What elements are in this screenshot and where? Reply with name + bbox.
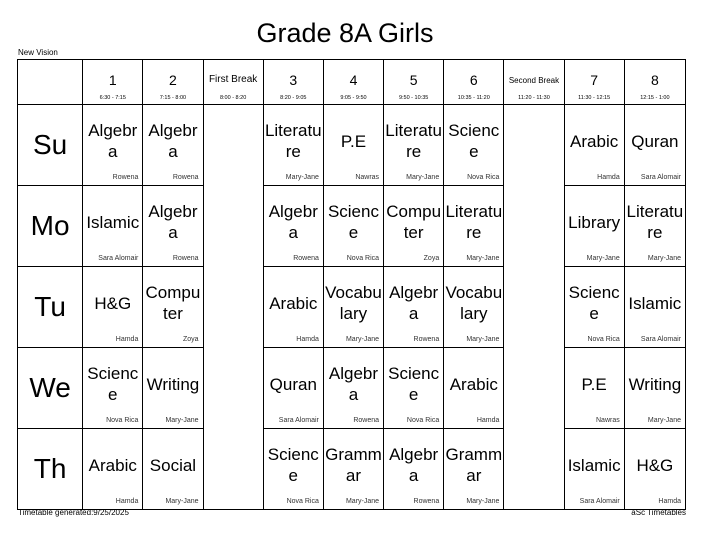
break-cell: [504, 105, 564, 186]
subject-name: Grammar: [325, 445, 382, 485]
day-row: [18, 429, 686, 510]
subject-name: H&G: [94, 293, 132, 313]
day-name: Su: [32, 129, 68, 160]
subject-name: Science: [327, 202, 379, 242]
subject-name: Arabic: [88, 455, 137, 475]
day-row: [18, 186, 686, 267]
lesson-cell: [384, 429, 444, 510]
lesson-cell: [564, 267, 624, 348]
break-header: [504, 60, 564, 105]
corner-cell: [18, 60, 83, 105]
subject-name: Grammar: [445, 445, 503, 485]
page-title: Grade 8A Girls: [256, 18, 434, 48]
teacher-name: Nawras: [355, 174, 380, 181]
subject-name: Literature: [385, 121, 442, 161]
lesson-cell: [83, 267, 143, 348]
teacher-name: Sara Alomair: [579, 498, 620, 505]
teacher-name: Hamda: [115, 336, 139, 343]
teacher-name: Mary-Jane: [165, 498, 199, 505]
period-number: 6: [469, 72, 478, 88]
teacher-name: Hamda: [476, 417, 500, 424]
subject-name: Islamic: [628, 293, 682, 313]
subject-name: Algebra: [148, 121, 198, 161]
period-time: 7:15 - 8:00: [159, 95, 187, 101]
teacher-name: Rowena: [172, 255, 199, 262]
subject-name: Algebra: [268, 202, 318, 242]
subject-name: Islamic: [567, 455, 621, 475]
lesson-cell: [143, 429, 203, 510]
subject-name: Science: [448, 121, 500, 161]
period-number: 1: [108, 72, 117, 88]
period-number: 5: [409, 72, 418, 88]
subject-name: Arabic: [570, 131, 619, 151]
break-cell: [504, 267, 564, 348]
subject-name: Science: [568, 283, 620, 323]
subject-name: Algebra: [389, 283, 439, 323]
day-name: Mo: [30, 210, 70, 241]
subject-name: Quran: [631, 131, 679, 151]
day-row: [18, 267, 686, 348]
lesson-cell: [624, 186, 685, 267]
subject-name: Science: [267, 445, 319, 485]
teacher-name: Sara Alomair: [278, 417, 319, 424]
subject-name: Algebra: [389, 445, 439, 485]
teacher-name: Mary-Jane: [285, 174, 319, 181]
lesson-cell: [444, 429, 504, 510]
period-time: 12:15 - 1:00: [640, 95, 670, 101]
period-header: [143, 60, 203, 105]
teacher-name: Hamda: [597, 174, 620, 181]
lesson-cell: [83, 348, 143, 429]
teacher-name: Mary-Jane: [647, 255, 681, 262]
subject-name: Science: [388, 364, 440, 404]
teacher-name: Zoya: [423, 255, 440, 262]
period-header: [444, 60, 504, 105]
lesson-cell: [323, 348, 383, 429]
teacher-name: Nova Rica: [406, 417, 440, 424]
subject-name: Computer: [386, 202, 442, 242]
lesson-cell: [444, 267, 504, 348]
subject-name: Computer: [145, 283, 201, 323]
teacher-name: Mary-Jane: [647, 417, 681, 424]
lesson-cell: [384, 267, 444, 348]
teacher-name: Nawras: [596, 417, 620, 424]
lesson-cell: [444, 348, 504, 429]
subject-name: Literature: [445, 202, 503, 242]
period-time: 8:20 - 9:05: [280, 95, 307, 101]
subject-name: Arabic: [449, 374, 498, 394]
lesson-cell: [624, 267, 685, 348]
lesson-cell: [263, 186, 323, 267]
day-name: Th: [33, 453, 67, 484]
teacher-name: Mary-Jane: [586, 255, 620, 262]
day-cell: [18, 348, 83, 429]
lesson-cell: [564, 429, 624, 510]
subject-name: Writing: [628, 374, 682, 394]
teacher-name: Mary-Jane: [406, 174, 440, 181]
lesson-cell: [143, 186, 203, 267]
period-header: [564, 60, 624, 105]
lesson-cell: [263, 105, 323, 186]
subject-name: Literature: [626, 202, 684, 242]
lesson-cell: [624, 105, 685, 186]
lesson-cell: [263, 348, 323, 429]
teacher-name: Hamda: [115, 498, 139, 505]
subject-name: H&G: [636, 455, 674, 475]
subject-name: Social: [149, 455, 197, 475]
period-header: [83, 60, 143, 105]
teacher-name: Mary-Jane: [345, 336, 380, 343]
period-time: 8:00 - 8:20: [219, 95, 247, 101]
day-cell: [18, 186, 83, 267]
lesson-cell: [83, 105, 143, 186]
teacher-name: Mary-Jane: [165, 417, 199, 424]
break-cell: [504, 186, 564, 267]
subject-name: Quran: [269, 374, 317, 394]
break-cell: [203, 348, 263, 429]
break-label: First Break: [208, 74, 258, 85]
lesson-cell: [323, 267, 383, 348]
lesson-cell: [384, 105, 444, 186]
lesson-cell: [323, 429, 383, 510]
lesson-cell: [624, 429, 685, 510]
teacher-name: Mary-Jane: [466, 336, 500, 343]
period-number: 2: [169, 72, 177, 88]
teacher-name: Rowena: [413, 336, 440, 343]
subject-name: Literature: [264, 121, 322, 161]
break-cell: [203, 429, 263, 510]
lesson-cell: [143, 267, 203, 348]
subject-name: Writing: [146, 374, 200, 394]
lesson-cell: [263, 267, 323, 348]
period-number: 3: [289, 72, 298, 88]
teacher-name: Rowena: [293, 255, 319, 262]
day-row: [18, 348, 686, 429]
teacher-name: Nova Rica: [587, 336, 620, 343]
break-label: Second Break: [508, 76, 560, 85]
lesson-cell: [83, 186, 143, 267]
lesson-cell: [384, 186, 444, 267]
period-number: 4: [349, 72, 358, 88]
lesson-cell: [143, 105, 203, 186]
subject-name: Algebra: [88, 121, 138, 161]
subject-name: Algebra: [328, 364, 379, 404]
lesson-cell: [564, 348, 624, 429]
lesson-cell: [624, 348, 685, 429]
lesson-cell: [323, 186, 383, 267]
teacher-name: Nova Rica: [467, 174, 500, 181]
subject-name: Library: [568, 212, 621, 232]
break-cell: [504, 429, 564, 510]
subject-name: P.E: [340, 131, 367, 151]
period-number: 8: [650, 72, 659, 88]
teacher-name: Rowena: [172, 174, 199, 181]
period-number: 7: [590, 72, 599, 88]
day-cell: [18, 267, 83, 348]
teacher-name: Sara Alomair: [640, 336, 681, 343]
teacher-name: Sara Alomair: [98, 255, 139, 262]
period-header: [323, 60, 383, 105]
day-row: [18, 105, 686, 186]
subject-name: Algebra: [148, 202, 198, 242]
lesson-cell: [384, 348, 444, 429]
lesson-cell: [444, 186, 504, 267]
teacher-name: Hamda: [658, 498, 681, 505]
teacher-name: Nova Rica: [286, 498, 319, 505]
break-cell: [203, 267, 263, 348]
teacher-name: Rowena: [353, 417, 380, 424]
software-credit: aSc Timetables: [631, 508, 686, 517]
break-cell: [203, 186, 263, 267]
lesson-cell: [83, 429, 143, 510]
day-cell: [18, 105, 83, 186]
period-header: [624, 60, 685, 105]
teacher-name: Rowena: [413, 498, 440, 505]
teacher-name: Zoya: [182, 336, 199, 343]
period-time: 9:50 - 10:35: [398, 95, 429, 101]
lesson-cell: [143, 348, 203, 429]
teacher-name: Nova Rica: [346, 255, 380, 262]
lesson-cell: [263, 429, 323, 510]
period-time: 11:20 - 11:30: [518, 95, 550, 101]
subject-name: Arabic: [269, 293, 318, 313]
teacher-name: Mary-Jane: [345, 498, 380, 505]
period-header: [263, 60, 323, 105]
lesson-cell: [564, 186, 624, 267]
subject-name: Science: [87, 364, 139, 404]
lesson-cell: [323, 105, 383, 186]
break-cell: [203, 105, 263, 186]
timetable-grid: [17, 59, 686, 510]
period-time: 6:30 - 7:15: [99, 95, 126, 101]
subject-name: Vocabulary: [445, 283, 503, 323]
generated-date: Timetable generated:9/25/2025: [18, 508, 129, 517]
day-cell: [18, 429, 83, 510]
break-header: [203, 60, 263, 105]
period-header: [384, 60, 444, 105]
school-name: New Vision: [18, 48, 58, 57]
day-name: Tu: [34, 291, 66, 322]
period-time: 9:05 - 9:50: [340, 95, 367, 101]
teacher-name: Mary-Jane: [466, 498, 500, 505]
teacher-name: Hamda: [296, 336, 319, 343]
teacher-name: Nova Rica: [106, 417, 139, 424]
break-cell: [504, 348, 564, 429]
period-time: 11:30 - 12:15: [578, 95, 611, 101]
subject-name: P.E: [581, 374, 607, 394]
day-name: We: [29, 372, 71, 403]
period-time: 10:35 - 11:20: [457, 95, 490, 101]
subject-name: Vocabulary: [325, 283, 382, 323]
teacher-name: Mary-Jane: [466, 255, 500, 262]
subject-name: Islamic: [86, 212, 140, 232]
lesson-cell: [564, 105, 624, 186]
lesson-cell: [444, 105, 504, 186]
teacher-name: Rowena: [112, 174, 139, 181]
teacher-name: Sara Alomair: [640, 174, 681, 181]
